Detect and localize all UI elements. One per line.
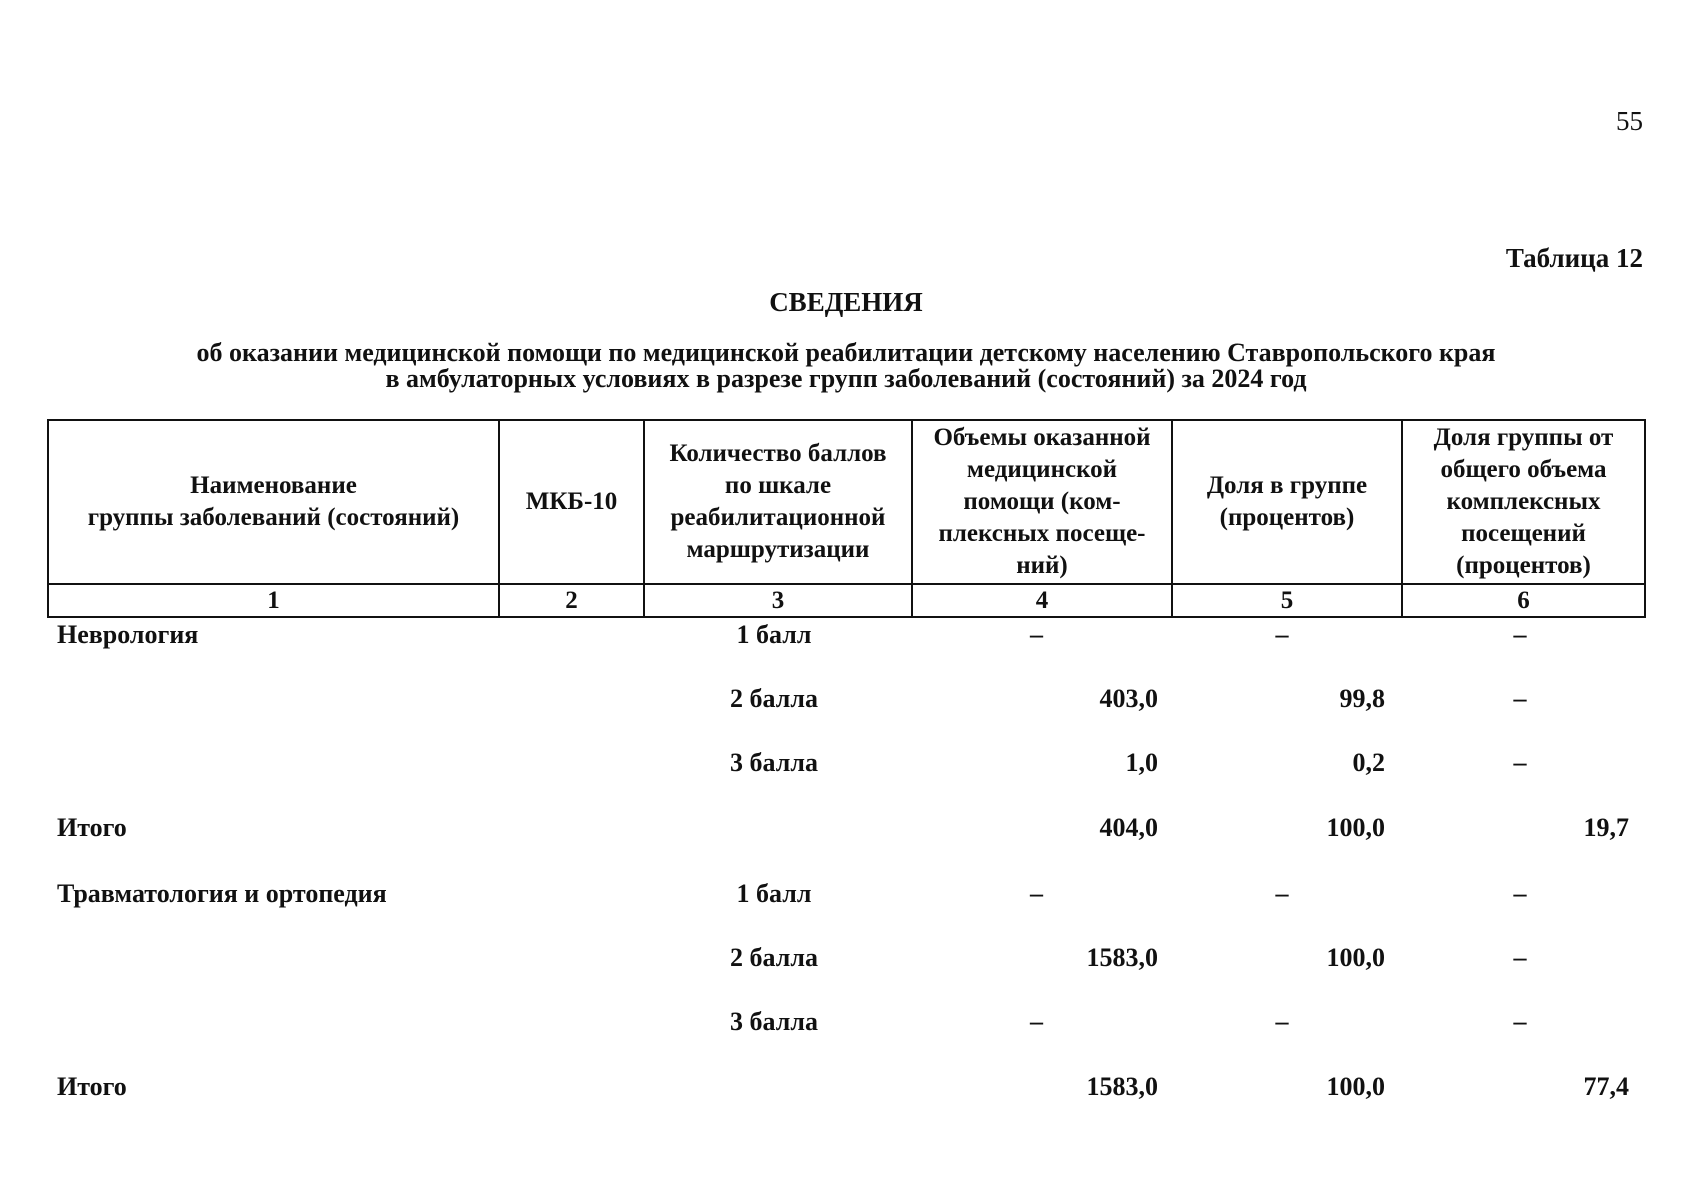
total-share-cell: 19,7 [1583,813,1629,842]
volume-cell: 1583,0 [1086,1072,1158,1101]
share-cell: 100,0 [1326,813,1385,842]
score-cell: 1 балл [736,879,812,908]
total-share-cell: – [1513,943,1527,972]
column-number-row [48,584,1645,617]
total-share-cell: – [1513,620,1527,649]
volume-cell: – [1030,620,1043,649]
table-row [0,879,1692,919]
share-cell: 100,0 [1326,1072,1385,1101]
group-name-cell: Неврология [57,620,199,649]
share-cell: – [1275,879,1289,908]
volume-cell: 404,0 [1099,813,1158,842]
column-header-volume: Объемы оказанной медицинской помощи (ком- плексных посеще- ний) [912,420,1172,584]
table-label: Таблица 12 [1505,243,1643,273]
score-cell: 3 балла [730,748,818,777]
table-row [0,748,1692,788]
total-share-cell: – [1513,879,1527,908]
data-table-header [47,419,1646,618]
share-cell: 99,8 [1339,684,1385,713]
group-name-cell: Итого [57,1072,127,1101]
subtitle-line: в амбулаторных условиях в разрезе групп заболеваний (состояний) за 2024 год [385,364,1307,393]
column-number: 5 [1172,584,1402,617]
total-share-cell: 77,4 [1583,1072,1629,1101]
column-number: 3 [644,584,912,617]
table-row-total [0,813,1692,853]
total-share-cell: – [1513,748,1527,777]
header-row [48,420,1645,584]
total-share-cell: – [1513,1007,1527,1036]
column-number: 1 [48,584,499,617]
volume-cell: – [1030,879,1043,908]
share-cell: 0,2 [1352,748,1385,777]
volume-cell: 403,0 [1099,684,1158,713]
volume-cell: 1583,0 [1086,943,1158,972]
table-row [0,943,1692,983]
table-row-total [0,1072,1692,1112]
share-cell: – [1275,1007,1289,1036]
table-row [0,620,1692,660]
share-cell: 100,0 [1326,943,1385,972]
total-share-cell: – [1513,684,1527,713]
table-row [0,1007,1692,1047]
column-header-share-of-total: Доля группы от общего объема комплексных посещений (процентов) [1402,420,1645,584]
page-number: 55 [1616,106,1643,136]
score-cell: 2 балла [730,943,818,972]
column-number: 2 [499,584,644,617]
group-name-cell: Итого [57,813,127,842]
table-row [0,684,1692,724]
document-heading: СВЕДЕНИЯ [769,287,923,317]
volume-cell: 1,0 [1125,748,1158,777]
column-header-group-name: Наименование группы заболеваний (состояний) [48,420,499,584]
document-subtitle [0,340,1692,392]
group-name-cell: Травматология и ортопедия [57,879,387,908]
volume-cell: – [1030,1007,1043,1036]
column-header-icd10: МКБ-10 [499,420,644,584]
column-number: 4 [912,584,1172,617]
share-cell: – [1275,620,1289,649]
column-number: 6 [1402,584,1645,617]
score-cell: 2 балла [730,684,818,713]
column-header-score: Количество баллов по шкале реабилитационной маршрутизации [644,420,912,584]
score-cell: 1 балл [736,620,812,649]
column-header-share-in-group: Доля в группе (процентов) [1172,420,1402,584]
subtitle-line: об оказании медицинской помощи по медицинской реабилитации детскому населению Ставропольского края [196,338,1496,367]
score-cell: 3 балла [730,1007,818,1036]
